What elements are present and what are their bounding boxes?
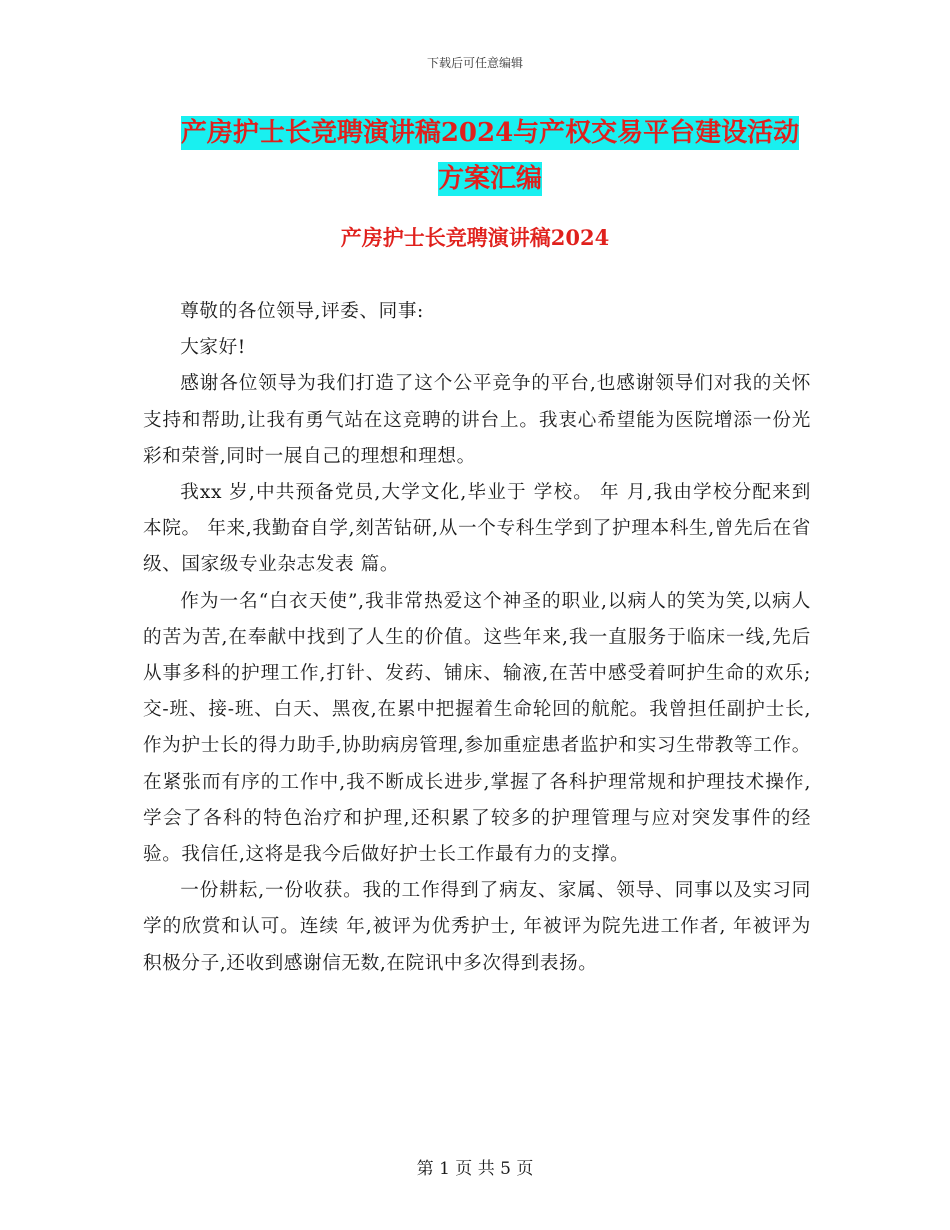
- document-title-line-1: 产房护士长竞聘演讲稿2024与产权交易平台建设活动: [180, 118, 800, 148]
- document-title-line-2: 方案汇编: [437, 164, 542, 194]
- header-note: 下载后可任意编辑: [426, 56, 523, 70]
- section-title: 产房护士长竞聘演讲稿2024: [340, 225, 610, 250]
- paragraph-background: 我xx 岁,中共预备党员,大学文化,毕业于 学校。 年 月,我由学校分配来到本院。 年来,我勤奋自学,刻苦钻研,从一个专科生学到了护理本科生,曾先后在省级、国家级专业杂志发表 篇。: [143, 482, 811, 576]
- paragraph-achievements: 一份耕耘,一份收获。我的工作得到了病友、家属、领导、同事以及实习同学的欣赏和认可。连续 年,被评为优秀护士, 年被评为院先进工作者, 年被评为 积极分子,还收到感谢信无数,在院讯中多次得到表扬。: [143, 880, 811, 974]
- page-number-footer: 第 1 页 共 5 页: [416, 1159, 534, 1179]
- paragraph-thanks: 感谢各位领导为我们打造了这个公平竞争的平台,也感谢领导们对我的关怀支持和帮助,让我有勇气站在这竞聘的讲台上。我衷心希望能为医院增添一份光彩和荣誉,同时一展自己的理想和理想。: [143, 373, 811, 467]
- paragraph-salutation: 尊敬的各位领导,评委、同事:: [180, 301, 424, 322]
- paragraph-greeting: 大家好!: [180, 337, 246, 359]
- body-text: [143, 294, 811, 982]
- paragraph-experience: 作为一名“白衣天使”,我非常热爱这个神圣的职业,以病人的笑为笑,以病人的苦为苦,在奉献中找到了人生的价值。这些年来,我一直服务于临床一线,先后从事多科的护理工作,打针、发药、铺床、输液,在苦中感受着呵护生命的欢乐;交-班、接-班、白天、黑夜,在累中把握着生命轮回的航舵。我曾担任副护士长,作为护士长的得力助手,协助病房管理,参加重症患者监护和实习生带教等工作。在紧张而有序的工作中,我不断成长进步,掌握了各科护理常规和护理技术操作,学会了各科的特色治疗和护理,还积累了较多的护理管理与应对突发事件的经验。我信任,这将是我今后做好护士长工作最有力的支撑。: [143, 590, 811, 866]
- document-title: [140, 110, 840, 202]
